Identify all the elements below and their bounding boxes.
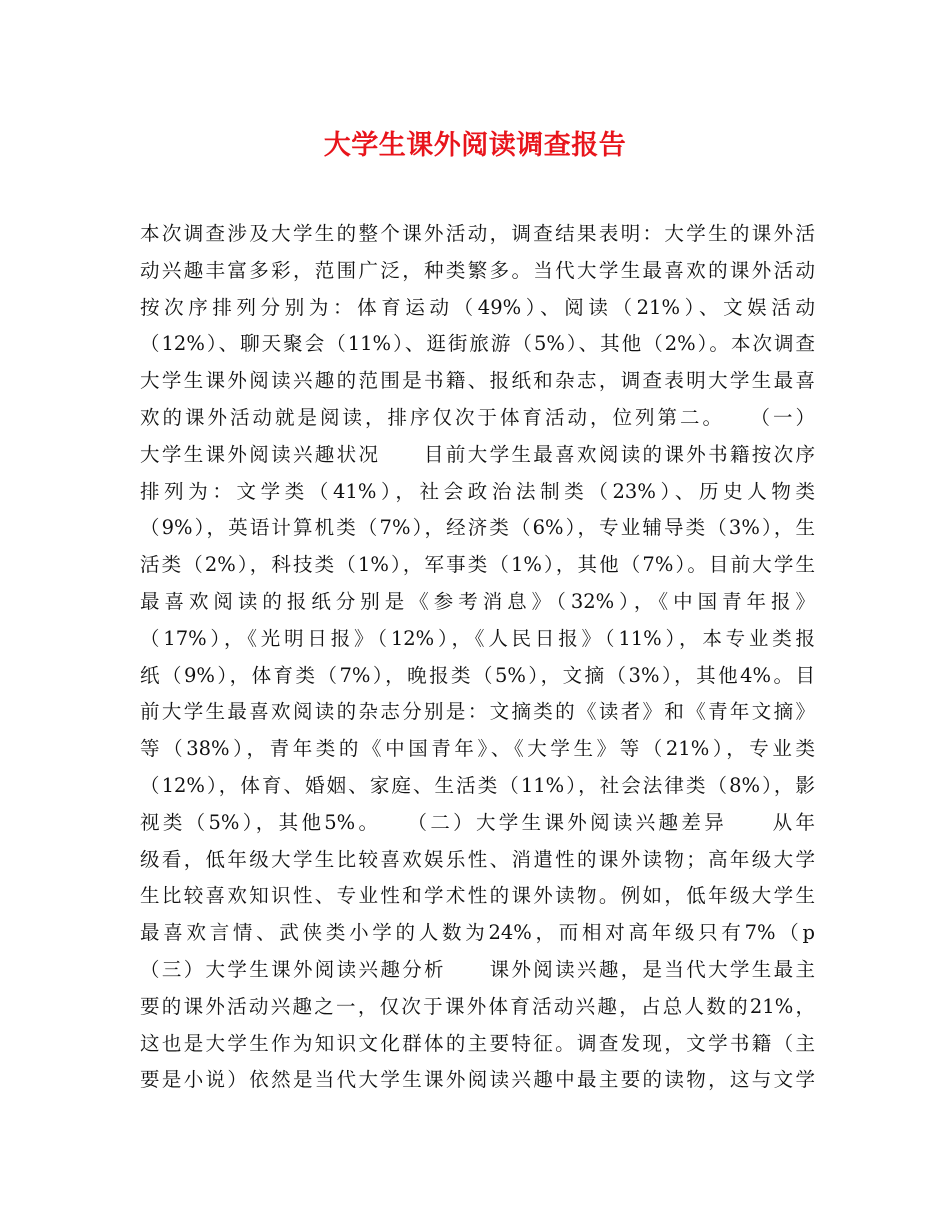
body-line: 要的课外活动兴趣之一，仅次于课外体育活动兴趣，占总人数的21%， xyxy=(140,994,815,1018)
body-line: 视类（5%），其他5%。 （二）大学生课外阅读兴趣差异 从年 xyxy=(140,810,815,834)
body-line: 生比较喜欢知识性、专业性和学术性的课外读物。例如，低年级大学生 xyxy=(140,884,815,908)
body-line: 前大学生最喜欢阅读的杂志分别是：文摘类的《读者》和《青年文摘》 xyxy=(140,700,815,724)
body-line: 最喜欢言情、武侠类小学的人数为24%，而相对高年级只有7%（p xyxy=(140,921,815,945)
body-line: 本次调查涉及大学生的整个课外活动，调查结果表明：大学生的课外活 xyxy=(140,222,815,245)
body-line: 欢的课外活动就是阅读，排序仅次于体育活动，位列第二。 （一） xyxy=(140,405,815,429)
body-line: （12%）、聊天聚会（11%）、逛街旅游（5%）、其他（2%）。本次调查 xyxy=(140,332,815,356)
body-line: 要是小说）依然是当代大学生课外阅读兴趣中最主要的读物，这与文学 xyxy=(140,1068,815,1092)
body-line: 等（38%），青年类的《中国青年》、《大学生》等（21%），专业类 xyxy=(140,737,815,761)
body-line: 按次序排列分别为：体育运动（49%）、阅读（21%）、文娱活动 xyxy=(140,295,815,319)
body-line: 最喜欢阅读的报纸分别是《参考消息》（32%），《中国青年报》 xyxy=(140,589,815,613)
body-line: （17%），《光明日报》（12%），《人民日报》（11%），本专业类报 xyxy=(140,626,815,650)
body-line: 大学生课外阅读兴趣的范围是书籍、报纸和杂志，调查表明大学生最喜 xyxy=(140,369,815,393)
document-body xyxy=(140,216,815,1099)
body-line: 动兴趣丰富多彩，范围广泛，种类繁多。当代大学生最喜欢的课外活动 xyxy=(140,258,815,282)
body-line: 排列为：文学类（41%），社会政治法制类（23%）、历史人物类 xyxy=(140,479,815,503)
body-line: （12%），体育、婚姻、家庭、生活类（11%），社会法律类（8%），影 xyxy=(140,773,815,797)
body-line: 大学生课外阅读兴趣状况 目前大学生最喜欢阅读的课外书籍按次序 xyxy=(140,442,815,466)
body-line: 活类（2%），科技类（1%），军事类（1%），其他（7%）。目前大学生 xyxy=(140,553,815,577)
body-line: 纸（9%），体育类（7%），晚报类（5%），文摘（3%），其他4%。目 xyxy=(140,663,815,687)
document-title: 大学生课外阅读调查报告 xyxy=(323,130,627,161)
body-line: （9%），英语计算机类（7%），经济类（6%），专业辅导类（3%），生 xyxy=(140,516,815,540)
body-line: 级看，低年级大学生比较喜欢娱乐性、消遣性的课外读物；高年级大学 xyxy=(140,847,815,871)
body-line: 这也是大学生作为知识文化群体的主要特征。调查发现，文学书籍（主 xyxy=(140,1031,815,1055)
body-line: （三）大学生课外阅读兴趣分析 课外阅读兴趣，是当代大学生最主 xyxy=(140,957,815,981)
